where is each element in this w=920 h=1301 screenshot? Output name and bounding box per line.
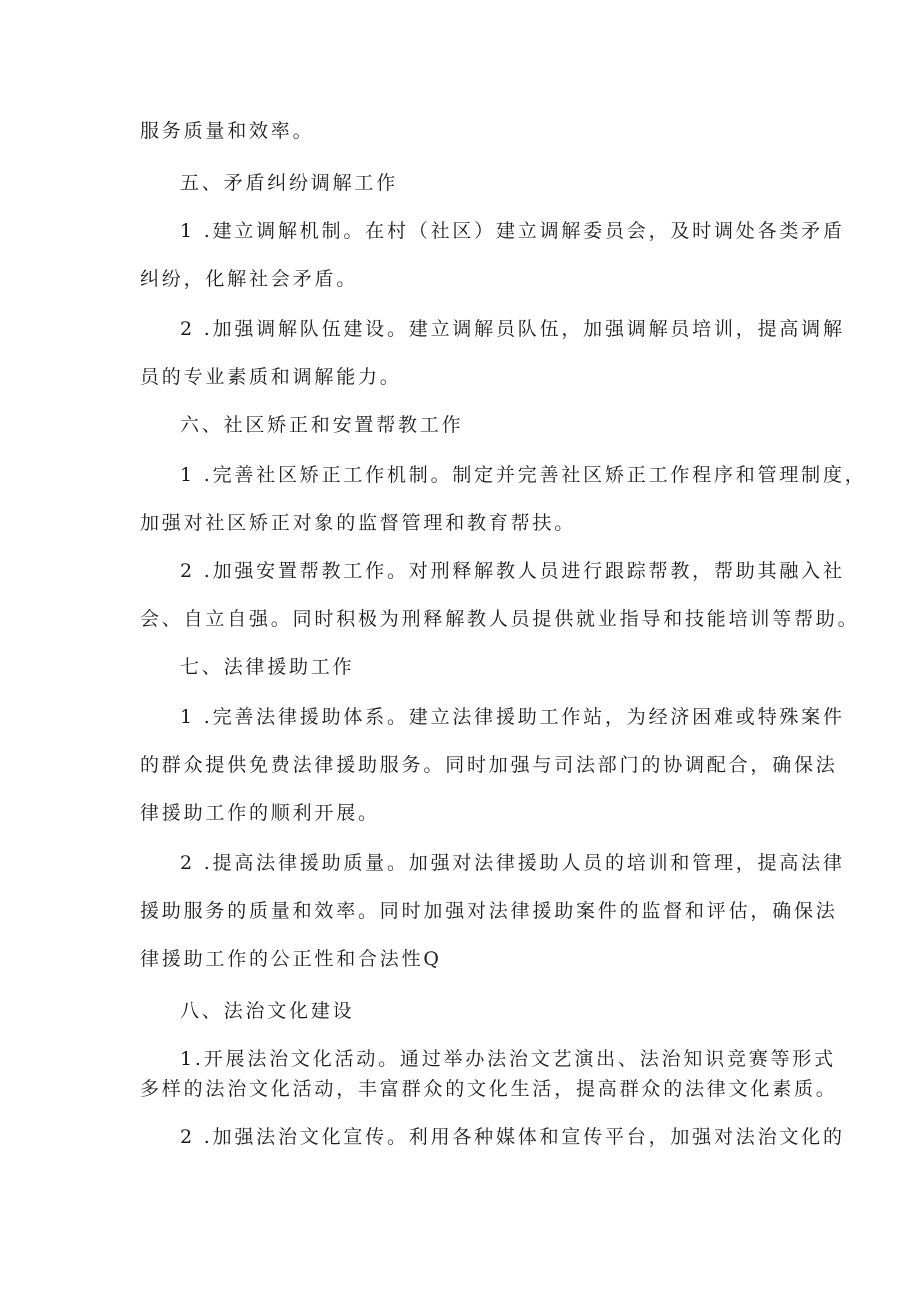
paragraph-line: 会、自立自强。同时积极为刑释解教人员提供就业指导和技能培训等帮助。 — [140, 608, 860, 630]
paragraph-line: 的群众提供免费法律援助服务。同时加强与司法部门的协调配合，确保法 — [140, 754, 838, 776]
paragraph-line: 律援助工作的顺利开展。 — [140, 802, 380, 824]
paragraph-line: 2 .加强法治文化宣传。利用各种媒体和宣传平台，加强对法治文化的 — [180, 1126, 845, 1148]
paragraph-line: 服务质量和效率。 — [140, 120, 315, 142]
section-heading-8: 八、法治文化建设 — [180, 1000, 355, 1022]
section-heading-6: 六、社区矫正和安置帮教工作 — [180, 414, 464, 436]
paragraph-line: 2 .加强调解队伍建设。建立调解员队伍，加强调解员培训，提高调解 — [180, 318, 845, 340]
paragraph-line: 多样的法治文化活动，丰富群众的文化生活，提高群众的法律文化素质。 — [140, 1078, 838, 1100]
paragraph-line: 1.开展法治文化活动。通过举办法治文艺演出、法治知识竞赛等形式 — [180, 1048, 836, 1070]
paragraph-line: 2 .加强安置帮教工作。对刑释解教人员进行跟踪帮教，帮助其融入社 — [180, 560, 845, 582]
section-heading-7: 七、法律援助工作 — [180, 656, 355, 678]
paragraph-line: 1 .完善法律援助体系。建立法律援助工作站，为经济困难或特殊案件 — [180, 706, 845, 728]
paragraph-line: 1 .完善社区矫正工作机制。制定并完善社区矫正工作程序和管理制度， — [180, 464, 867, 486]
paragraph-line: 2 .提高法律援助质量。加强对法律援助人员的培训和管理，提高法律 — [180, 852, 845, 874]
section-heading-5: 五、矛盾纠纷调解工作 — [180, 172, 399, 194]
paragraph-line: 律援助工作的公正性和合法性Q — [140, 948, 442, 970]
paragraph-line: 加强对社区矫正对象的监督管理和教育帮扶。 — [140, 512, 577, 534]
paragraph-line: 1 .建立调解机制。在村（社区）建立调解委员会，及时调处各类矛盾 — [180, 220, 845, 242]
paragraph-line: 援助服务的质量和效率。同时加强对法律援助案件的监督和评估，确保法 — [140, 900, 838, 922]
paragraph-line: 纠纷，化解社会矛盾。 — [140, 268, 359, 290]
paragraph-line: 员的专业素质和调解能力。 — [140, 366, 402, 388]
